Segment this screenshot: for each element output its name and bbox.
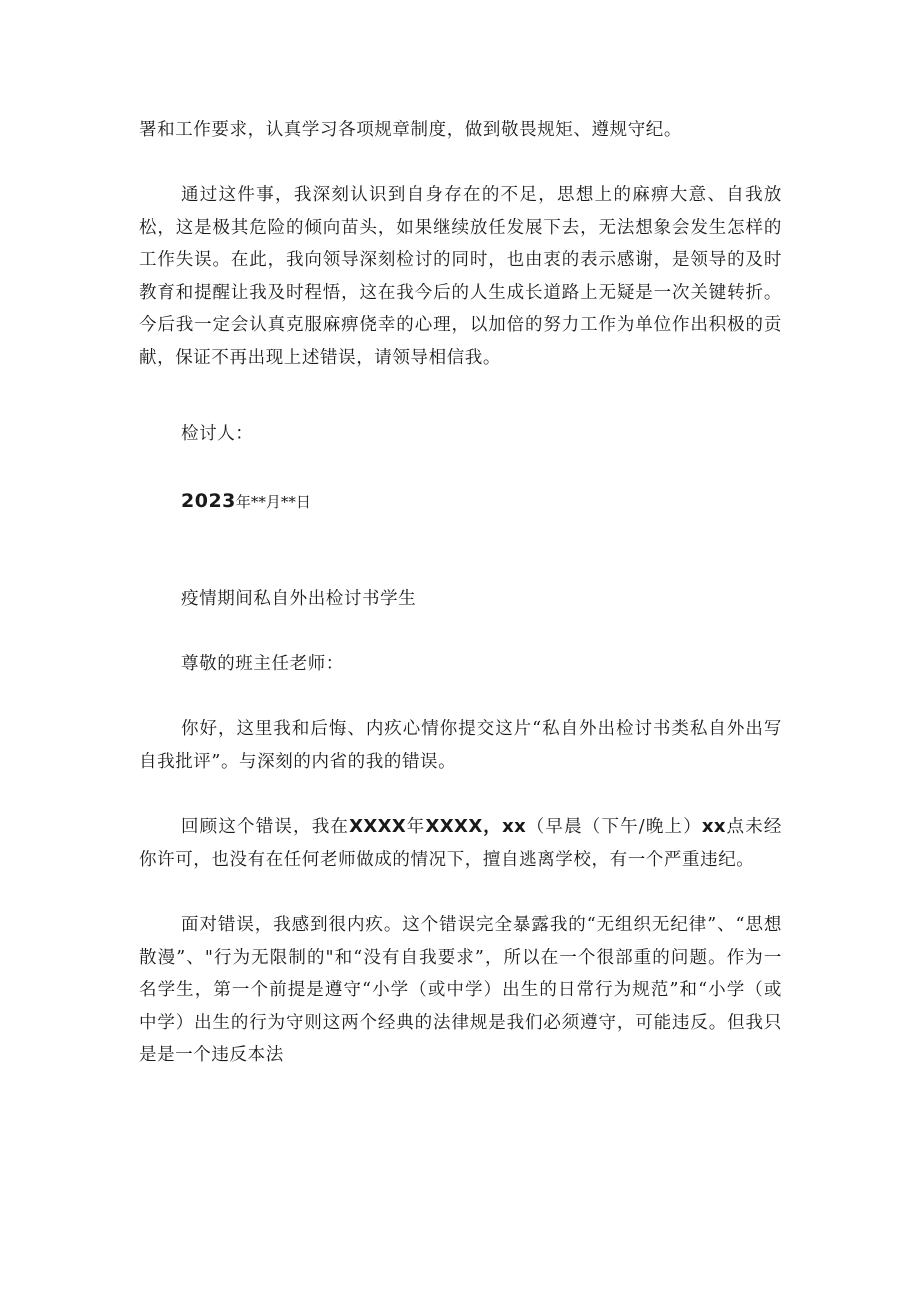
- date-day-mask: **: [280, 493, 296, 511]
- paragraph-admission: [139, 909, 782, 1072]
- salutation: 尊敬的班主任老师：: [181, 654, 344, 674]
- paragraph-continuation: [139, 114, 782, 147]
- text-line: 松，这是极其危险的倾向苗头，如果继续放任发展下去，无法想象会发生怎样的: [139, 217, 782, 238]
- text-line: 今后我一定会认真克服麻痹侥幸的心理，以加倍的努力工作为单位作出积极的贡: [139, 315, 782, 335]
- text-line: 但我只是是一个违反本法: [139, 1012, 782, 1065]
- signer-label: 检讨人：: [181, 424, 254, 444]
- text-line: 学（或中学）出生的行为守则这两个经典的法律规是我们必须遵守，可能违反。: [139, 980, 782, 1033]
- text-line: 写自我批评”。与深刻的内省的我的错误。: [139, 719, 782, 772]
- text-line: 作为一名学生，第一个前提是遵守“小学（或中学）出生的日常行为规范”和“小: [139, 947, 782, 1000]
- text-line: 通过这件事，我深刻认识到自身存在的不足，思想上的麻痹大意、自我放: [181, 185, 782, 205]
- text-line: 想散漫”、"行为无限制的"和“没有自我要求”，所以在一个很部重的问题。: [139, 915, 782, 968]
- masked-hour: xx: [701, 816, 726, 837]
- date-month-mask: **: [250, 493, 266, 511]
- masked-year: XXXX: [349, 816, 407, 837]
- paragraph-reflection: [139, 179, 782, 374]
- date-year: 2023: [181, 490, 236, 512]
- text-line: 面对错误，我感到很内疚。这个错误完全暴露我的“无组织无纪律”、“思: [181, 915, 764, 935]
- text-line: 教育和提醒让我及时程悟，这在我今后的人生成长道路上无疑是一次关键转折。: [139, 282, 782, 303]
- text-line: 署和工作要求，认真学习各项规章制度，做到敬畏规矩、遵规守纪。: [139, 120, 682, 140]
- text-line: 工作失误。在此，我向领导深刻检讨的同时，也由衷的表示感谢，是领导的及时: [139, 250, 782, 270]
- paragraph-greeting: [139, 713, 782, 778]
- text-line: 你许可，也没有在任何老师做成的情况下，擅自逃离学校，有一个严重违纪。: [139, 849, 755, 870]
- text-line: 献，保证不再出现上述错误，请领导相信我。: [139, 347, 501, 368]
- masked-date: XXXX，xx: [425, 816, 527, 837]
- paragraph-review: 回顾这个错误，我在XXXX年XXXX，xx（早晨（下午/晚上）xx点未经你许可，也没有在任何老师做成的情况下，擅自逃离学校，有一个严重违纪。: [139, 816, 782, 870]
- section-title: 疫情期间私自外出检讨书学生: [181, 589, 417, 609]
- text-line: 你好，这里我和后悔、内疚心情你提交这片“私自外出检讨书类私自外出: [181, 719, 764, 739]
- signature-date: 2023年**月**日: [181, 490, 311, 512]
